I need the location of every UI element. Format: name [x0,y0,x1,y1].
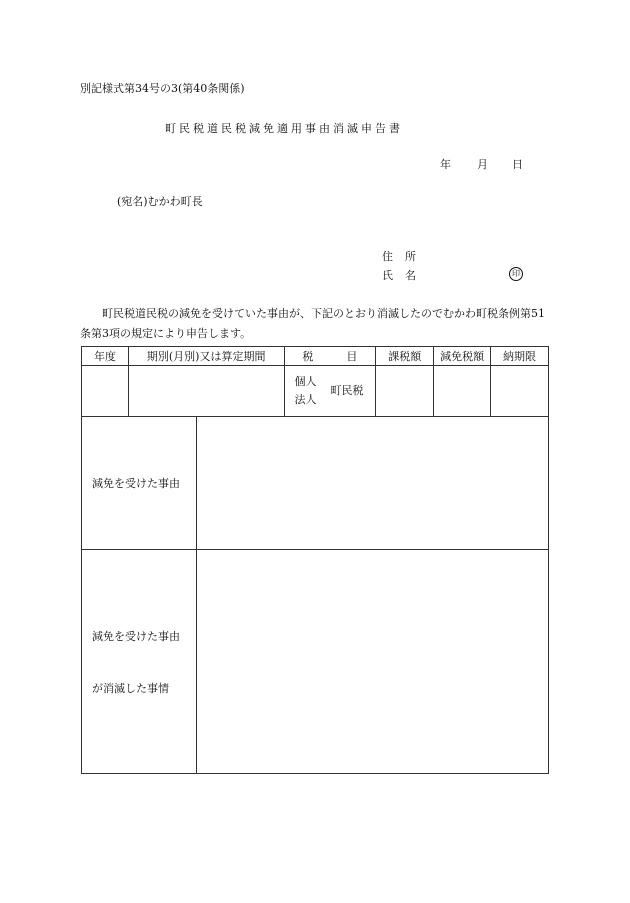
seal-mark: 印 [509,267,523,281]
tax-item-cell [284,366,376,417]
header-due-date: 納期限 [491,347,549,366]
header-tax-amount: 課税額 [376,347,434,366]
form-reference: 別記様式第34号の3(第40条関係) [80,82,245,95]
period-cell[interactable] [128,366,284,417]
exempt-amount-cell[interactable] [434,366,491,417]
tax-table [81,346,549,417]
tax-table-row [82,366,549,417]
intro-text: 町民税道民税の減免を受けていた事由が、下記のとおり消滅したのでむかわ町税条例第51条第3項の規定により申告します。 [80,307,545,340]
reason-table [81,416,549,774]
reason-row [82,417,549,550]
date-day-label: 日 [512,158,523,171]
lapse-label-line2: が消滅した事情 [92,681,169,695]
date-year-label: 年 [440,158,451,171]
header-fiscal-year: 年度 [82,347,129,366]
tax-kind-corporate: 法人 [294,393,317,406]
reason-label: 減免を受けた事由 [82,417,197,550]
lapse-label-cell [82,550,197,774]
reason-input-area[interactable] [196,417,548,550]
addressee: (宛名)むかわ町長 [117,195,203,208]
lapse-input-area[interactable] [196,550,548,774]
tax-kind-individual: 個人 [294,375,317,388]
fiscal-year-cell[interactable] [82,366,129,417]
header-exempt-amount: 減免税額 [434,347,491,366]
header-period: 期別(月別)又は算定期間 [128,347,284,366]
tax-name: 町民税 [330,384,364,397]
lapse-label-line1: 減免を受けた事由 [92,629,180,643]
address-label: 住所 [382,250,428,263]
tax-table-header [82,347,549,366]
header-tax-item: 税 目 [284,347,376,366]
document-title: 町民税道民税減免適用事由消滅申告書 [165,122,403,135]
name-label: 氏名 [382,269,428,282]
date-month-label: 月 [477,158,488,171]
lapse-row [82,550,549,774]
due-date-cell[interactable] [491,366,549,417]
tax-amount-cell[interactable] [376,366,434,417]
